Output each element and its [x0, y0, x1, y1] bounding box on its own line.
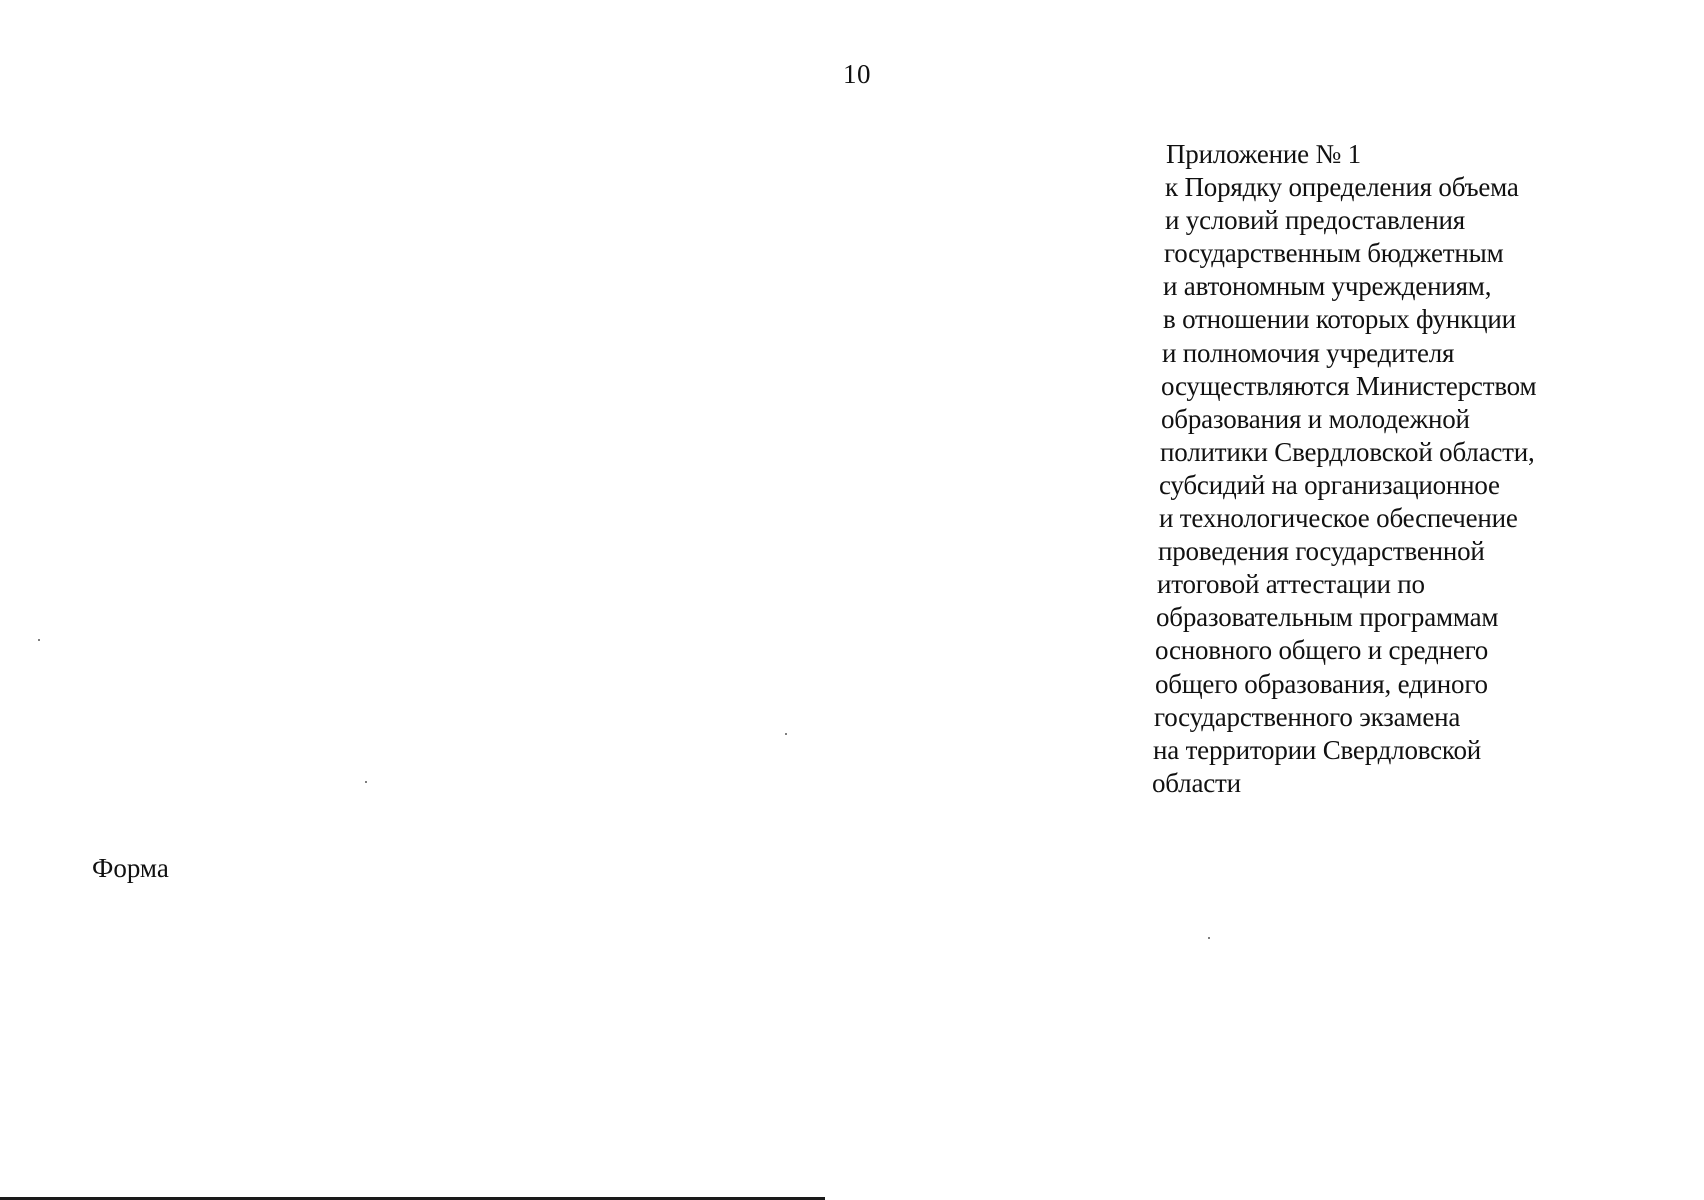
form-label: Форма: [92, 853, 169, 883]
appendix-line: к Порядку определения объема: [1165, 172, 1519, 203]
scan-speck: [365, 781, 367, 783]
appendix-line: и технологическое обеспечение: [1159, 503, 1518, 534]
appendix-line: и полномочия учредителя: [1162, 337, 1455, 368]
appendix-line: на территории Свердловской: [1153, 734, 1482, 765]
appendix-line: осуществляются Министерством: [1161, 370, 1537, 401]
appendix-line: и условий предоставления: [1165, 205, 1466, 236]
appendix-line: основного общего и среднего: [1155, 635, 1489, 666]
appendix-line: в отношении которых функции: [1163, 304, 1516, 335]
appendix-line: области: [1152, 767, 1241, 798]
appendix-header: [1150, 138, 1590, 800]
appendix-line: образования и молодежной: [1161, 403, 1470, 434]
appendix-line: образовательным программам: [1156, 602, 1499, 633]
appendix-line: Приложение № 1: [1166, 139, 1361, 169]
appendix-line: общего образования, единого: [1155, 668, 1488, 699]
appendix-line: политики Свердловской области,: [1160, 436, 1535, 467]
scan-speck: [785, 733, 787, 735]
appendix-line: государственным бюджетным: [1164, 238, 1504, 269]
appendix-line: субсидий на организационное: [1159, 469, 1500, 500]
appendix-line: государственного экзамена: [1154, 701, 1461, 732]
appendix-line: итоговой аттестации по: [1157, 569, 1425, 600]
scan-speck: [1208, 937, 1210, 939]
scan-speck: [38, 639, 40, 641]
page-number: 10: [843, 59, 871, 89]
appendix-line: и автономным учреждениям,: [1163, 271, 1492, 302]
appendix-line: проведения государственной: [1158, 536, 1485, 567]
